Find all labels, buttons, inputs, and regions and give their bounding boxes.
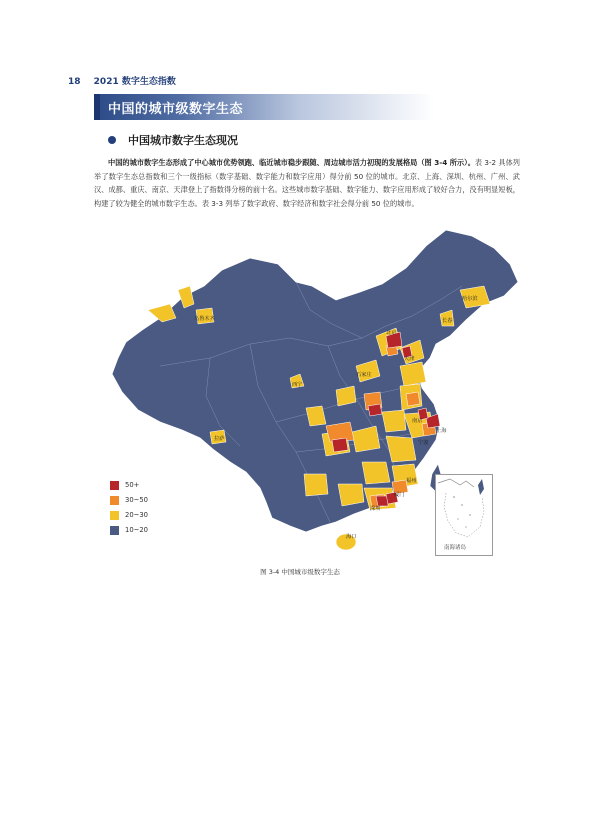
- legend-label: 10~20: [125, 526, 148, 534]
- inset-islands: [453, 496, 471, 527]
- legend-label: 20~30: [125, 511, 148, 519]
- section-title: 中国的城市级数字生态: [108, 102, 244, 117]
- label-haikou: 海口: [346, 534, 357, 540]
- south-china-sea-inset: [435, 474, 493, 556]
- label-shenzhen: 深圳: [370, 506, 381, 512]
- label-tianjin: 天津: [404, 356, 415, 362]
- label-changchun: 长春: [442, 318, 453, 324]
- inset-coastline: [438, 479, 474, 487]
- legend-label: 30~50: [125, 496, 148, 504]
- legend-swatch: [110, 511, 119, 520]
- paragraph-body: 表 3-2 具体列举了数字生态总指数和三个一级指标（数字基础、数字能力和数字应用）得分前 50 位的城市。北京、上海、深圳、杭州、广州、武汉、成都、重庆、南京、天津登上了指数得分榜的前十名。这些城市数字基础、数字能力、数字应用形成了较好合力，没有明显短板，构建了较为健全的城市数字生态。表 3-3 列举了数字政府、数字经济和数字社会得分前 50 位的城市。: [94, 158, 520, 208]
- inset-dashed-line: [444, 493, 484, 537]
- section-banner: [94, 94, 434, 120]
- label-xining: 西宁: [292, 382, 303, 388]
- inset-taiwan: [478, 479, 484, 495]
- banner-accent-bar: [94, 94, 100, 120]
- inset-svg: [436, 475, 492, 545]
- bullet-icon: [108, 136, 116, 144]
- legend-item: [110, 523, 148, 537]
- inset-label: 南海诸岛: [444, 545, 467, 551]
- subsection-heading: [108, 132, 238, 148]
- legend-swatch: [110, 526, 119, 535]
- legend-item: [110, 493, 148, 507]
- label-xiamen: 厦门: [394, 492, 405, 498]
- figure-caption: 图 3-4 中国城市级数字生态: [260, 568, 340, 576]
- subsection-title: 中国城市数字生态现况: [128, 134, 238, 147]
- legend-label: 50+: [125, 481, 140, 489]
- legend-item: [110, 478, 148, 492]
- label-beijing: 北京: [386, 330, 397, 336]
- report-title: 2021 数字生态指数: [93, 77, 176, 87]
- label-shanghai: 上海: [436, 428, 447, 434]
- label-shijiazhuang: 石家庄: [356, 372, 372, 378]
- label-nanjing: 南京: [412, 418, 423, 424]
- paragraph-lead: 中国的城市数字生态形成了中心城市优势领跑、临近城市稳步跟随、周边城市活力初现的发展格局（图 3-4 所示）。: [108, 158, 475, 167]
- map-legend: [110, 478, 148, 538]
- legend-item: [110, 508, 148, 522]
- legend-swatch: [110, 496, 119, 505]
- label-harbin: 哈尔滨: [462, 296, 478, 302]
- label-fuzhou: 福州: [406, 478, 417, 484]
- body-paragraph: [94, 156, 520, 210]
- label-urumqi: 乌鲁木齐: [194, 316, 215, 322]
- page-number: 18: [68, 77, 81, 87]
- legend-swatch: [110, 481, 119, 490]
- running-header: [68, 74, 176, 87]
- label-lhasa: 拉萨: [214, 436, 225, 442]
- label-ningbo: 宁波: [418, 440, 429, 446]
